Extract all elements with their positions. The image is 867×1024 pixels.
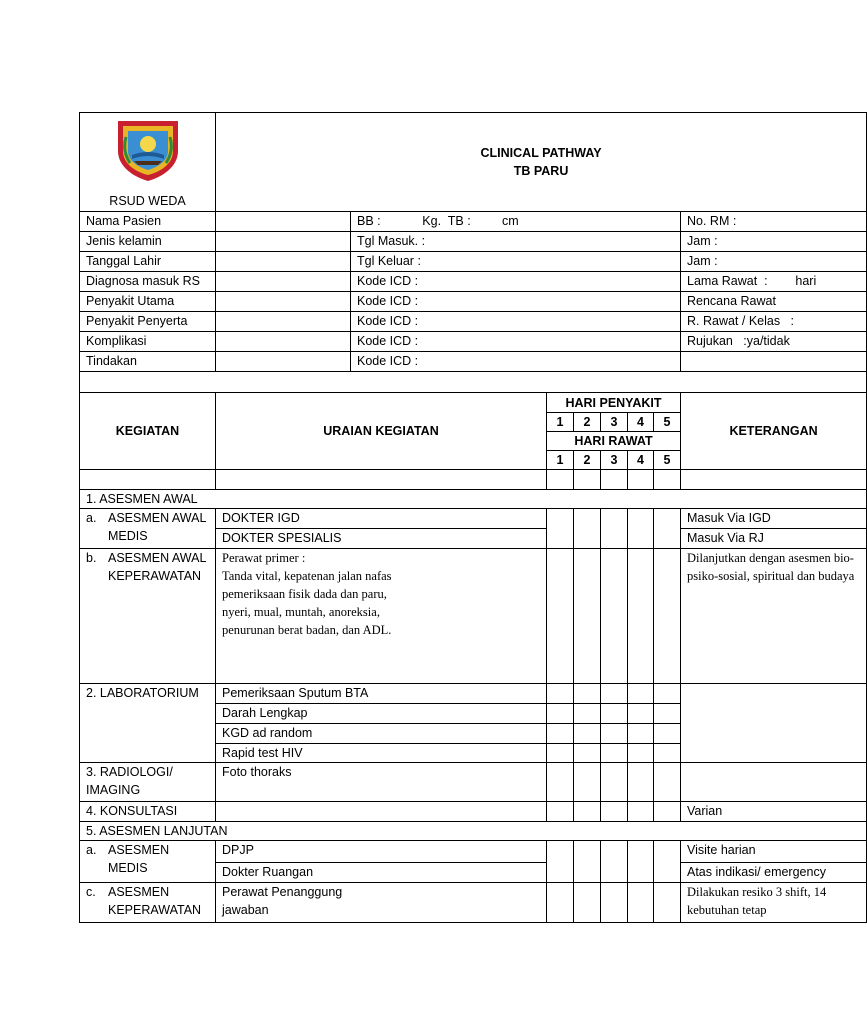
field-value bbox=[216, 212, 351, 232]
field-label: Kode ICD : bbox=[351, 352, 681, 372]
field-label: Tanggal Lahir bbox=[80, 252, 216, 272]
table-row bbox=[80, 312, 867, 332]
day-number: 5 bbox=[654, 451, 681, 470]
column-header-keterangan: KETERANGAN bbox=[681, 393, 867, 470]
section-heading: 3. RADIOLOGI/ IMAGING bbox=[80, 763, 216, 802]
activity-item: Dokter Ruangan bbox=[216, 863, 547, 883]
field-value bbox=[216, 352, 351, 372]
column-header-hari-penyakit: HARI PENYAKIT bbox=[547, 393, 681, 413]
column-header-kegiatan: KEGIATAN bbox=[80, 393, 216, 470]
section-heading: 1. ASESMEN AWAL bbox=[80, 490, 867, 509]
day-number: 4 bbox=[628, 413, 654, 432]
field-label bbox=[681, 352, 867, 372]
field-label: Penyakit Penyerta bbox=[80, 312, 216, 332]
activity-note: Dilanjutkan dengan asesmen bio-psiko-sosial, spiritual dan budaya bbox=[681, 549, 867, 684]
table-row bbox=[80, 252, 867, 272]
activity-item: Darah Lengkap bbox=[216, 704, 547, 724]
field-label: Jam : bbox=[681, 252, 867, 272]
field-label: Jam : bbox=[681, 232, 867, 252]
activity-item: DPJP bbox=[216, 841, 547, 863]
field-label: Komplikasi bbox=[80, 332, 216, 352]
hospital-name: RSUD WEDA bbox=[109, 194, 186, 208]
clinical-pathway-table bbox=[79, 112, 867, 923]
field-label: Jenis kelamin bbox=[80, 232, 216, 252]
activity-item: Perawat primer : Tanda vital, kepatenan jalan nafas pemeriksaan fisik dada dan paru, nyeri, mual, muntah, anoreksia, penurunan berat badan, dan ADL. bbox=[216, 549, 547, 684]
field-label: Tgl Masuk. : bbox=[351, 232, 681, 252]
field-label: R. Rawat / Kelas : bbox=[681, 312, 867, 332]
activity-item: DOKTER IGD bbox=[216, 509, 547, 529]
activity-label: b. ASESMEN AWAL KEPERAWATAN bbox=[80, 549, 216, 684]
day-number: 5 bbox=[654, 413, 681, 432]
field-value bbox=[216, 312, 351, 332]
title-line-2: TB PARU bbox=[513, 164, 569, 178]
activity-label: c. ASESMEN KEPERAWATAN bbox=[80, 883, 216, 923]
title-line-1: CLINICAL PATHWAY bbox=[480, 146, 602, 160]
activity-item: Pemeriksaan Sputum BTA bbox=[216, 684, 547, 704]
day-number: 3 bbox=[601, 451, 628, 470]
field-value bbox=[216, 252, 351, 272]
field-label: Kode ICD : bbox=[351, 332, 681, 352]
page-title bbox=[216, 113, 867, 212]
field-label: Tindakan bbox=[80, 352, 216, 372]
activity-item: Foto thoraks bbox=[216, 763, 547, 802]
field-value bbox=[216, 292, 351, 312]
field-value bbox=[216, 272, 351, 292]
hospital-crest-icon bbox=[112, 117, 184, 183]
field-label: Tgl Keluar : bbox=[351, 252, 681, 272]
column-header-uraian: URAIAN KEGIATAN bbox=[216, 393, 547, 470]
section-heading: 5. ASESMEN LANJUTAN bbox=[80, 822, 867, 841]
table-row bbox=[80, 272, 867, 292]
field-label: Penyakit Utama bbox=[80, 292, 216, 312]
table-row bbox=[80, 332, 867, 352]
day-number: 1 bbox=[547, 413, 574, 432]
activity-item: DOKTER SPESIALIS bbox=[216, 529, 547, 549]
table-row bbox=[80, 232, 867, 252]
field-label: Kode ICD : bbox=[351, 292, 681, 312]
activity-note: Visite harian bbox=[681, 841, 867, 863]
activity-item: Rapid test HIV bbox=[216, 744, 547, 763]
activity-note: Masuk Via IGD bbox=[681, 509, 867, 529]
field-label: No. RM : bbox=[681, 212, 867, 232]
field-label: Lama Rawat : hari bbox=[681, 272, 867, 292]
field-value bbox=[216, 332, 351, 352]
activity-label: a. ASESMEN AWAL MEDIS bbox=[80, 509, 216, 549]
day-number: 2 bbox=[574, 451, 601, 470]
field-label: Diagnosa masuk RS bbox=[80, 272, 216, 292]
field-label: Kode ICD : bbox=[351, 272, 681, 292]
field-label: Nama Pasien bbox=[80, 212, 216, 232]
activity-note: Masuk Via RJ bbox=[681, 529, 867, 549]
field-value bbox=[216, 232, 351, 252]
day-number: 1 bbox=[547, 451, 574, 470]
day-number: 3 bbox=[601, 413, 628, 432]
activity-note: Atas indikasi/ emergency bbox=[681, 863, 867, 883]
section-heading: 2. LABORATORIUM bbox=[80, 684, 216, 763]
activity-note: Varian bbox=[681, 802, 867, 822]
spacer-row bbox=[80, 372, 867, 393]
section-heading: 4. KONSULTASI bbox=[80, 802, 216, 822]
day-number: 2 bbox=[574, 413, 601, 432]
field-label: Rencana Rawat bbox=[681, 292, 867, 312]
logo-cell bbox=[80, 113, 216, 212]
day-number: 4 bbox=[628, 451, 654, 470]
activity-note: Dilakukan resiko 3 shift, 14 kebutuhan tetap bbox=[681, 883, 867, 923]
table-row bbox=[80, 352, 867, 372]
table-row bbox=[80, 212, 867, 232]
column-header-hari-rawat: HARI RAWAT bbox=[547, 432, 681, 451]
activity-item: KGD ad random bbox=[216, 724, 547, 744]
table-row bbox=[80, 292, 867, 312]
activity-item: Perawat Penanggung jawaban bbox=[216, 883, 547, 923]
field-label: Kode ICD : bbox=[351, 312, 681, 332]
activity-label: a. ASESMEN MEDIS bbox=[80, 841, 216, 883]
field-label: BB : Kg. TB : cm bbox=[351, 212, 681, 232]
field-label: Rujukan :ya/tidak bbox=[681, 332, 867, 352]
